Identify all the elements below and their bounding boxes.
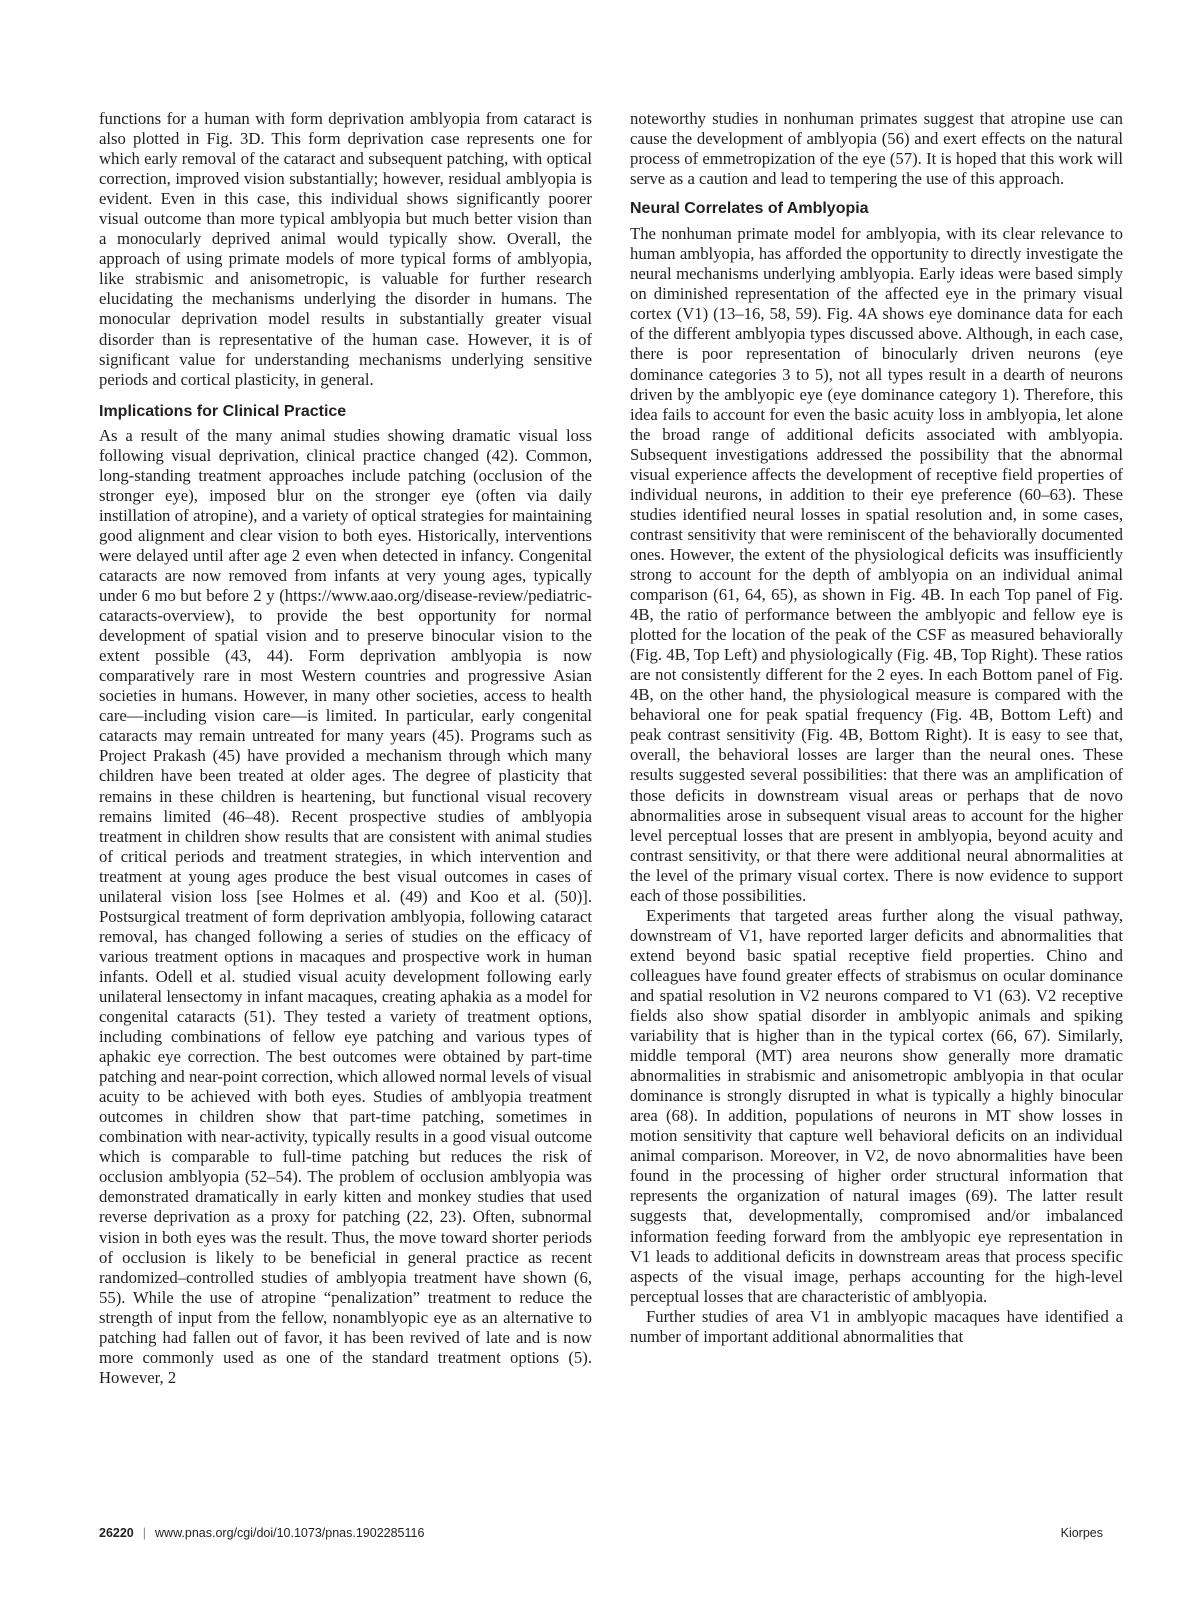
right-column: [630, 109, 1123, 1347]
body-paragraph: functions for a human with form deprivation amblyopia from cataract is also plotted in Fig. 3D. This form deprivation case represents one for which early removal of the cataract and subsequent patching, with optical correction, improved vision substantially; however, residual amblyopia is evident. Even in this case, this individual shows significantly poorer visual outcome than more typical amblyopia but much better vision than a monocularly deprived animal would typically show. Overall, the approach of using primate models of more typical forms of amblyopia, like strabismic and anisometropic, is valuable for further research elucidating the mechanisms underlying the disorder in humans. The monocular deprivation model results in substantially greater visual disorder than is representative of the human case. However, it is of significant value for understanding mechanisms underlying sensitive periods and cortical plasticity, in general.: [99, 109, 592, 389]
doi-link[interactable]: www.pnas.org/cgi/doi/10.1073/pnas.1902285116: [155, 1526, 425, 1540]
body-paragraph: Further studies of area V1 in amblyopic macaques have identified a number of important additional abnormalities that: [630, 1306, 1123, 1346]
section-heading: Implications for Clinical Practice: [99, 402, 347, 420]
body-paragraph: noteworthy studies in nonhuman primates suggest that atropine use can cause the development of amblyopia (56) and exert effects on the natural process of emmetropization of the eye (57). It is hoped that this work will serve as a caution and lead to tempering the use of this approach.: [630, 109, 1123, 189]
left-column: [99, 109, 592, 1388]
page-footer: [99, 1526, 1103, 1546]
page-number: 26220: [99, 1526, 134, 1540]
body-paragraph: The nonhuman primate model for amblyopia, with its clear relevance to human amblyopia, has afforded the opportunity to directly investigate the neural mechanisms underlying amblyopia. Early ideas were based simply on diminished representation of the affected eye in the primary visual cortex (V1) (13–16, 58, 59). Fig. 4A shows eye dominance data for each of the different amblyopia types discussed above. Although, in each case, there is poor representation of binocularly driven neurons (eye dominance categories 3 to 5), not all types result in a dearth of neurons driven by the amblyopic eye (eye dominance category 1). Therefore, this idea fails to account for even the basic acuity loss in amblyopia, let alone the broad range of additional deficits associated with amblyopia. Subsequent investigations addressed the possibility that the abnormal visual experience affects the development of receptive field properties of individual neurons, in addition to their eye preference (60–63). These studies identified neural losses in spatial resolution and, in some cases, contrast sensitivity that were reminiscent of the behaviorally documented ones. However, the extent of the physiological deficits was insufficiently strong to account for the depth of amblyopia on an individual animal comparison (61, 64, 65), as shown in Fig. 4B. In each Top panel of Fig. 4B, the ratio of performance between the amblyopic and fellow eye is plotted for the location of the peak of the CSF as measured behaviorally (Fig. 4B, Top Left) and physiologically (Fig. 4B, Top Right). These ratios are not consistently different for the 2 eyes. In each Bottom panel of Fig. 4B, on the other hand, the physiological measure is compared with the behavioral one for peak spatial frequency (Fig. 4B, Bottom Left) and peak contrast sensitivity (Fig. 4B, Bottom Right). It is easy to see that, overall, the behavioral losses are larger than the neural ones. These results suggested several possibilities: that there was an amplification of those deficits in downstream visual areas or perhaps that de novo abnormalities arose in subsequent visual areas to account for the higher level perceptual losses that are present in amblyopia, beyond acuity and contrast sensitivity, or that there were additional neural abnormalities at the level of the primary visual cortex. There is now evidence to support each of those possibilities.: [630, 224, 1123, 905]
running-author: Kiorpes: [1060, 1526, 1103, 1540]
section-heading: Neural Correlates of Amblyopia: [630, 200, 869, 218]
body-paragraph: Experiments that targeted areas further along the visual pathway, downstream of V1, have reported larger deficits and abnormalities that extend beyond basic spatial receptive field properties. Chino and colleagues have found greater effects of strabismus on ocular dominance and spatial resolution in V2 neurons compared to V1 (63). V2 receptive fields also show spatial disorder in amblyopic animals and spiking variability that is higher than in the typical cortex (66, 67). Similarly, middle temporal (MT) area neurons show generally more dramatic abnormalities in strabismic and anisometropic amblyopia in that ocular dominance is strongly disrupted in what is typically a highly binocular area (68). In addition, populations of neurons in MT show losses in motion sensitivity that capture well behavioral deficits on an individual animal comparison. Moreover, in V2, de novo abnormalities have been found in the processing of higher order structural information that represents the organization of natural images (69). The latter result suggests that, developmentally, compromised and/or imbalanced information feeding forward from the amblyopic eye representation in V1 leads to additional deficits in downstream areas that process specific aspects of the visual image, perhaps accounting for the high-level perceptual losses that are characteristic of amblyopia.: [630, 905, 1123, 1306]
footer-separator: |: [142, 1526, 147, 1540]
body-paragraph: As a result of the many animal studies showing dramatic visual loss following visual deprivation, clinical practice changed (42). Common, long-standing treatment approaches include patching (occlusion of the stronger eye), imposed blur on the stronger eye (often via daily instillation of atropine), and a variety of optical strategies for maintaining good alignment and clear vision to both eyes. Historically, interventions were delayed until after age 2 even when detected in infancy. Congenital cataracts are now removed from infants at very young ages, typically under 6 mo but before 2 y (https://www.aao.org/disease-review/pediatric-cataracts-overview), to provide the best opportunity for normal development of spatial vision and to preserve binocular vision to the extent possible (43, 44). Form deprivation amblyopia is now comparatively rare in most Western countries and progressive Asian societies in humans. However, in many other societies, access to health care—including vision care—is limited. In particular, early congenital cataracts may remain untreated for many years (45). Programs such as Project Prakash (45) have provided a mechanism through which many children have been treated at older ages. The degree of plasticity that remains in these children is heartening, but functional visual recovery remains limited (46–48). Recent prospective studies of amblyopia treatment in children show results that are consistent with animal studies of critical periods and treatment strategies, in which intervention and treatment at young ages produce the best visual outcomes in cases of unilateral vision loss [see Holmes et al. (49) and Koo et al. (50)]. Postsurgical treatment of form deprivation amblyopia, following cataract removal, has changed following a series of studies on the efficacy of various treatment options in macaques and prospective work in human infants. Odell et al. studied visual acuity development following early unilateral lensectomy in infant macaques, creating aphakia as a model for congenital cataracts (51). They tested a variety of treatment options, including combinations of fellow eye patching and various types of aphakic eye correction. The best outcomes were obtained by part-time patching and near-point correction, which allowed normal levels of visual acuity to be achieved with both eyes. Studies of amblyopia treatment outcomes in children show that part-time patching, sometimes in combination with near-activity, typically results in a good visual outcome which is comparable to full-time patching but reduces the risk of occlusion amblyopia (52–54). The problem of occlusion amblyopia was demonstrated dramatically in early kitten and monkey studies that used reverse deprivation as a proxy for patching (22, 23). Often, subnormal vision in both eyes was the result. Thus, the move toward shorter periods of occlusion is likely to be beneficial in general practice as recent randomized–controlled studies of amblyopia treatment have shown (6, 55). While the use of atropine “penalization” treatment to reduce the strength of input from the fellow, nonamblyopic eye as an alternative to patching had fallen out of favor, it has been revived of late and is now more commonly used as one of the standard treatment options (5). However, 2: [99, 425, 592, 1387]
